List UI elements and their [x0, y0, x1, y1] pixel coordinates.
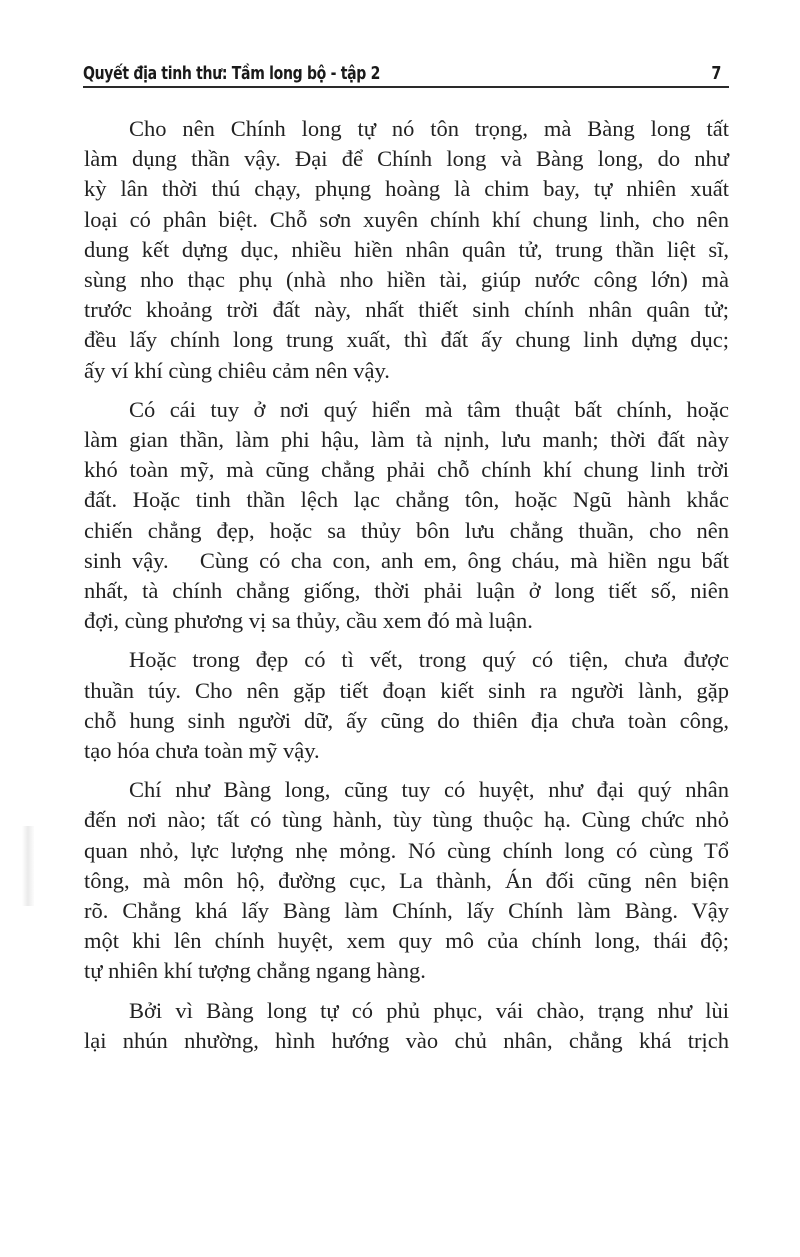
- text-line: Bởi vì Bàng long tự có phủ phục, vái chào, trạng như lùi: [129, 997, 729, 1023]
- text-line: làm dụng thần vậy. Đại để Chính long và Bàng long, do như: [84, 146, 729, 172]
- text-line: Cho nên Chính long tự nó tôn trọng, mà Bàng long tất: [129, 116, 729, 141]
- text-line: đợi, cùng phương vị sa thủy, cầu xem đó mà luận.: [84, 608, 533, 634]
- running-header: [83, 58, 729, 88]
- text-line: ấy ví khí cùng chiêu cảm nên vậy.: [84, 357, 390, 383]
- page-body: [84, 114, 729, 1065]
- text-line: khó toàn mỹ, mà cũng chẳng phải chỗ chính khí chung linh trời: [84, 457, 729, 483]
- text-line: Chí như Bàng long, cũng tuy có huyệt, như đại quý nhân: [129, 777, 729, 803]
- text-line: chỗ hung sinh người dữ, ấy cũng do thiên địa chưa toàn công,: [84, 707, 729, 733]
- text-line: kỳ lân thời thú chạy, phụng hoàng là chim bay, tự nhiên xuất: [84, 176, 729, 202]
- book-title: Quyết địa tinh thư: Tầm long bộ - tập 2: [83, 63, 381, 84]
- page-number: 7: [711, 63, 721, 84]
- text-line: Có cái tuy ở nơi quý hiển mà tâm thuật bất chính, hoặc: [129, 396, 729, 422]
- text-line: quan nhỏ, lực lượng nhẹ mỏng. Nó cùng chính long có cùng Tổ: [84, 837, 729, 863]
- text-line: tự nhiên khí tượng chẳng ngang hàng.: [84, 958, 426, 984]
- text-line: tạo hóa chưa toàn mỹ vậy.: [84, 738, 320, 764]
- text-line: trước khoảng trời đất này, nhất thiết sinh chính nhân quân tử;: [84, 297, 729, 323]
- text-line: chiến chẳng đẹp, hoặc sa thủy bôn lưu chẳng thuần, cho nên: [84, 517, 729, 543]
- text-line: tông, mà môn hộ, đường cục, La thành, Án đối cũng nên biện: [84, 867, 729, 893]
- text-line: sinh vậy. Cùng có cha con, anh em, ông cháu, mà hiền ngu bất: [84, 547, 729, 573]
- text-line: nhất, tà chính chẳng giống, thời phải luận ở long tiết số, niên: [84, 578, 729, 604]
- text-line: loại có phân biệt. Chỗ sơn xuyên chính khí chung linh, cho nên: [84, 206, 729, 232]
- paragraph: [84, 395, 729, 637]
- paragraph: [84, 114, 729, 386]
- text-line: Hoặc trong đẹp có tì vết, trong quý có tiện, chưa được: [129, 647, 729, 673]
- paragraph: [84, 775, 729, 986]
- text-line: làm gian thần, làm phi hậu, làm tà nịnh, lưu manh; thời đất này: [84, 427, 729, 453]
- scan-artifact: [22, 826, 34, 906]
- text-line: đều lấy chính long trung xuất, thì đất ấy chung linh dựng dục;: [84, 327, 729, 353]
- text-line: dung kết dựng dục, nhiều hiền nhân quân tử, trung thần liệt sĩ,: [84, 236, 729, 262]
- paragraph: [84, 645, 729, 766]
- text-line: rõ. Chẳng khá lấy Bàng làm Chính, lấy Chính làm Bàng. Vậy: [84, 898, 729, 924]
- text-line: sùng nho thạc phụ (nhà nho hiền tài, giúp nước công lớn) mà: [84, 267, 729, 293]
- paragraph: [84, 996, 729, 1056]
- text-line: đất. Hoặc tinh thần lệch lạc chẳng tôn, hoặc Ngũ hành khắc: [84, 487, 729, 513]
- text-line: một khi lên chính huyệt, xem quy mô của chính long, thái độ;: [84, 928, 729, 954]
- text-line: thuần túy. Cho nên gặp tiết đoạn kiết sinh ra người lành, gặp: [84, 677, 729, 703]
- text-line: đến nơi nào; tất có tùng hành, tùy tùng thuộc hạ. Cùng chức nhỏ: [84, 807, 729, 833]
- text-line: lại nhún nhường, hình hướng vào chủ nhân, chẳng khá trịch: [84, 1027, 729, 1053]
